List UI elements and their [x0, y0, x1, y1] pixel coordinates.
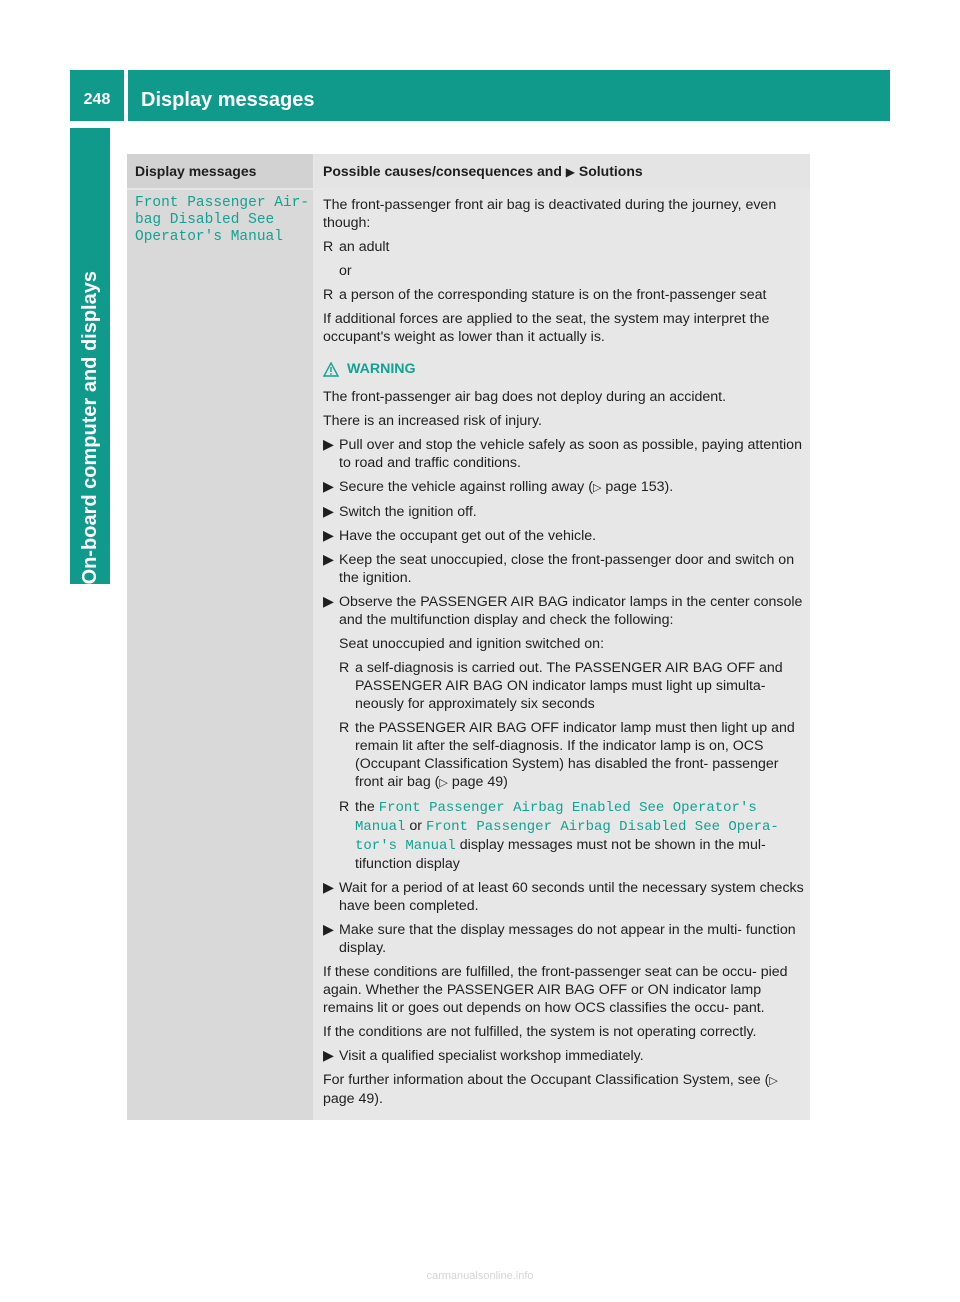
step-item: ▶ Have the occupant get out of the vehicle.: [323, 528, 597, 544]
step-item: ▶ Pull over and stop the vehicle safely as soon as possible, paying attention to road and traffic conditions.: [323, 437, 802, 471]
bullet-r-icon: R: [339, 660, 350, 676]
header-divider: [124, 70, 128, 121]
display-message-inline: Front Passenger Airbag Enabled See Operator's Manual: [355, 800, 757, 835]
play-triangle-icon: ▶: [323, 437, 334, 453]
play-triangle-icon: ▶: [323, 552, 334, 568]
page-ref-link[interactable]: page 153: [605, 479, 665, 495]
display-message-line: bag Disabled See: [135, 212, 275, 228]
play-triangle-icon: ▶: [323, 504, 334, 520]
play-triangle-icon: ▶: [323, 880, 334, 896]
further-info-text: For further information about the Occupant Classification System, see (▷ page 49).: [323, 1072, 778, 1107]
condition-item: R a person of the corresponding stature is on the front-passenger seat: [323, 287, 767, 303]
step-item: ▶ Keep the seat unoccupied, close the front-passenger door and switch on the ignition.: [323, 552, 795, 586]
bullet-r-icon: R: [323, 287, 334, 303]
step-item: ▶ Make sure that the display messages do not appear in the multi- function display.: [323, 922, 796, 956]
page-ref-triangle-icon: ▷: [439, 777, 448, 789]
step-item: ▶ Visit a qualified specialist workshop immediately.: [323, 1048, 644, 1064]
step-item: ▶ Switch the ignition off.: [323, 504, 477, 520]
side-tab-label: On-board computer and displays: [78, 270, 101, 584]
play-triangle-icon: ▶: [323, 922, 334, 938]
play-triangle-icon: ▶: [323, 528, 334, 544]
col2-header-post: Solutions: [578, 163, 643, 179]
fulfilled-text: If these conditions are fulfilled, the front-passenger seat can be occu- pied again. Whether the PASSENGER AIR BAG OFF or ON indicator lamp remains lit or goes out depends on how OCS classifies the occu- pant.: [323, 964, 788, 1016]
intro-text: The front-passenger front air bag is deactivated during the journey, even though:: [323, 197, 777, 231]
display-message-inline: Front Passenger Airbag Disabled See Opera‐ tor's Manual: [355, 819, 779, 854]
page-ref-triangle-icon: ▷: [769, 1075, 778, 1087]
or-text: or: [339, 263, 352, 279]
forces-text: If additional forces are applied to the seat, the system may interpret the occupant's weight as lower than it actually is.: [323, 311, 770, 345]
page-ref-link[interactable]: page 49: [323, 1091, 375, 1107]
solutions-arrow-icon: ▶: [565, 165, 576, 179]
table-col-left: [127, 190, 313, 1120]
warning-text: The front-passenger air bag does not deploy during an accident.: [323, 389, 727, 405]
page-title: Display messages: [141, 89, 315, 111]
display-message-line: Operator's Manual: [135, 229, 283, 245]
play-triangle-icon: ▶: [323, 1048, 334, 1064]
bullet-r-icon: R: [339, 799, 350, 815]
warning-heading: WARNING: [323, 360, 805, 378]
side-tab-label-wrap: [70, 128, 110, 584]
not-fulfilled-text: If the conditions are not fulfilled, the system is not operating correctly.: [323, 1024, 757, 1040]
watermark: carmanualsonline.info: [426, 1270, 534, 1282]
condition-item: R an adult: [323, 239, 390, 255]
bullet-r-icon: R: [323, 239, 334, 255]
play-triangle-icon: ▶: [323, 479, 334, 495]
warning-text: There is an increased risk of injury.: [323, 413, 542, 429]
col2-header-text: [323, 154, 643, 188]
step-item: ▶ Observe the PASSENGER AIR BAG indicator lamps in the center console and the multifunction display and check the following:: [323, 594, 803, 628]
page-number: 248: [83, 91, 111, 108]
bullet-r-icon: R: [339, 720, 350, 736]
col2-header-pre: Possible causes/consequences and: [323, 163, 562, 179]
check-item: R the PASSENGER AIR BAG OFF indicator lamp must then light up and remain lit after the self-diagnosis. If the indicator lamp is on, OCS (Occupant Classification System) has disabled the front- passenger front air bag (▷ page 49): [339, 720, 795, 790]
check-item: R a self-diagnosis is carried out. The PASSENGER AIR BAG OFF and PASSENGER AIR BAG ON indicator lamps must light up simulta- neously for approximately six seconds: [339, 660, 783, 712]
play-triangle-icon: ▶: [323, 594, 334, 610]
page-ref-triangle-icon: ▷: [592, 482, 602, 494]
solutions-content: [323, 196, 805, 1114]
warning-triangle-icon: [323, 362, 339, 377]
check-item: R the Front Passenger Airbag Enabled See Operator's Manual or Front Passenger Airbag Disabled See Opera‐ tor's Manual display messages must not be shown in the mul- tifunction display: [339, 799, 779, 872]
step-item: ▶ Wait for a period of at least 60 seconds until the necessary system checks have been completed.: [323, 880, 804, 914]
display-message: [135, 195, 310, 246]
seat-state-text: Seat unoccupied and ignition switched on:: [339, 636, 605, 652]
step-item: ▶ Secure the vehicle against rolling away (▷ page 153).: [323, 479, 674, 495]
page-ref-link[interactable]: page 49: [451, 774, 504, 790]
display-message-line: Front Passenger Air‐: [135, 195, 310, 211]
col1-header-text: Display messages: [135, 163, 257, 179]
